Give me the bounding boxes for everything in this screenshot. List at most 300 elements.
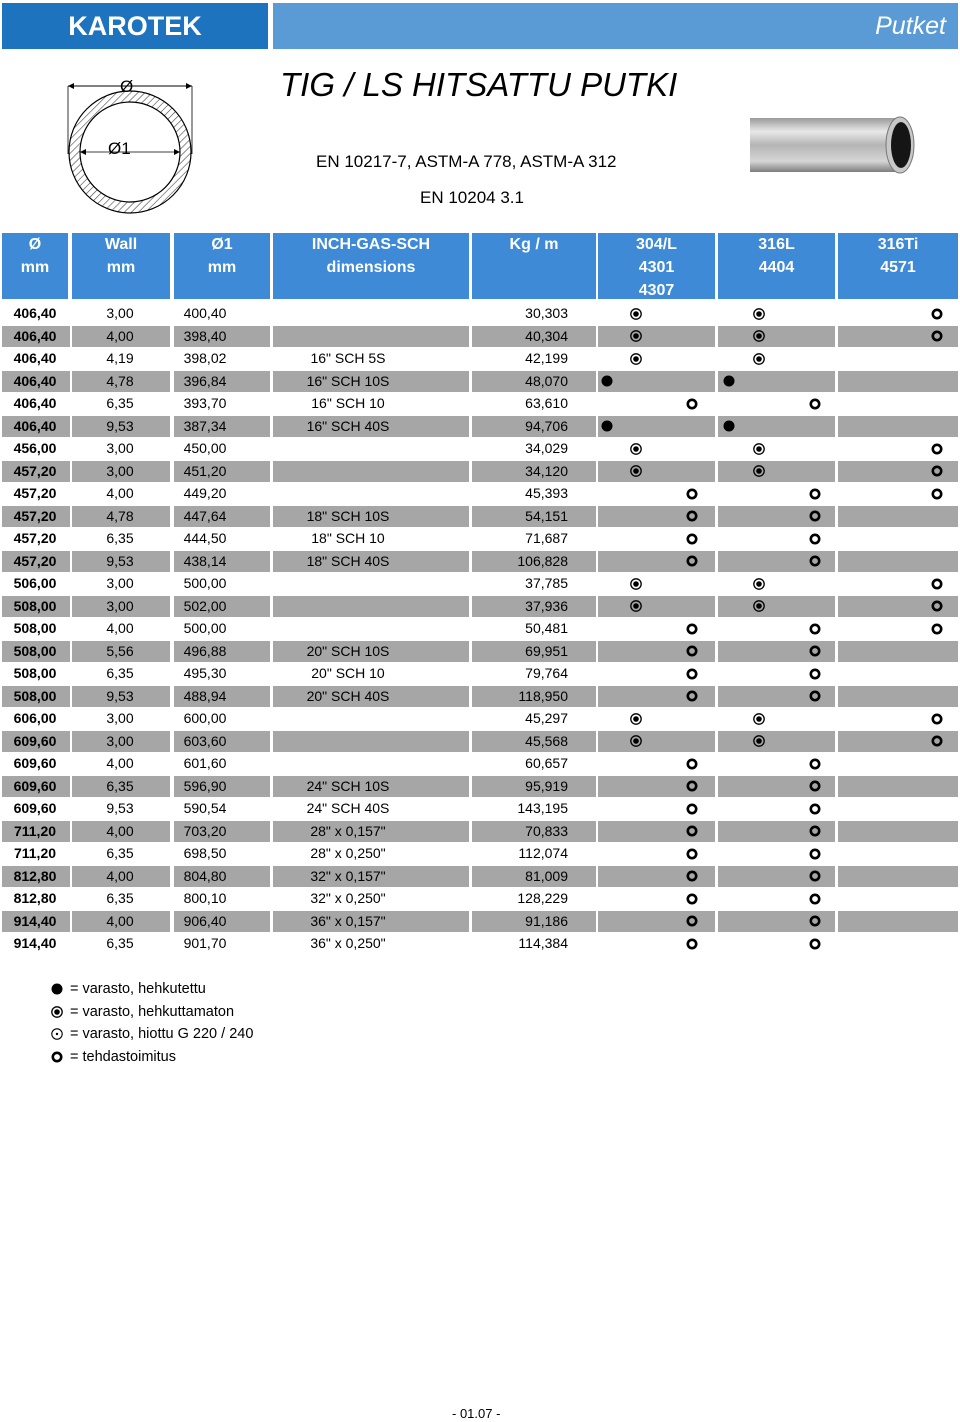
column-header-line: dimensions xyxy=(326,259,416,276)
stock-unpolished-icon xyxy=(626,326,646,347)
row-shade xyxy=(718,731,835,752)
weight-cell: 30,303 xyxy=(525,305,568,321)
column-header xyxy=(174,233,270,299)
stock-unpolished-icon xyxy=(749,596,769,617)
table-row xyxy=(0,686,960,707)
inner-diameter-cell: 500,00 xyxy=(183,575,227,591)
column-header-line: Wall xyxy=(104,236,138,253)
table-row xyxy=(0,866,960,887)
factory-icon xyxy=(805,551,825,572)
outer-diameter-cell: 711,20 xyxy=(13,845,57,861)
weight-cell: 45,393 xyxy=(525,485,568,501)
outer-diameter-cell: 812,80 xyxy=(13,867,57,884)
legend-text: = varasto, hiottu G 220 / 240 xyxy=(70,1026,254,1042)
schedule-cell: 20" SCH 40S xyxy=(306,687,390,704)
schedule-cell xyxy=(273,753,423,774)
factory-icon xyxy=(927,596,947,617)
table-row xyxy=(0,528,960,549)
factory-icon xyxy=(805,483,825,504)
inner-diameter-cell: 590,54 xyxy=(183,800,227,816)
schedule-cell: 20" SCH 10S xyxy=(306,642,390,659)
stock-polished-icon xyxy=(719,416,739,437)
wall-cell: 4,00 xyxy=(106,485,134,501)
table-row xyxy=(0,461,960,482)
wall-cell: 9,53 xyxy=(106,687,134,704)
outer-diameter-cell: 457,20 xyxy=(13,552,57,569)
schedule-cell: 16" SCH 40S xyxy=(306,417,390,434)
stock-unpolished-icon xyxy=(626,303,646,324)
outer-diameter-cell: 508,00 xyxy=(13,687,57,704)
row-shade xyxy=(838,776,958,797)
schedule-cell: 28" x 0,250" xyxy=(310,845,386,861)
column-header-line: mm xyxy=(20,259,50,276)
stock-unpolished-icon xyxy=(626,461,646,482)
outer-diameter-cell: 406,40 xyxy=(13,327,57,344)
stock-polished-icon xyxy=(597,371,617,392)
row-shade xyxy=(718,461,835,482)
factory-icon xyxy=(805,506,825,527)
factory-icon xyxy=(682,506,702,527)
outer-diameter-cell: 406,40 xyxy=(13,417,57,434)
wall-cell: 6,35 xyxy=(106,845,134,861)
schedule-cell: 18" SCH 10S xyxy=(306,507,390,524)
inner-diameter-cell: 398,40 xyxy=(183,327,227,344)
factory-icon xyxy=(805,821,825,842)
weight-cell: 42,199 xyxy=(525,350,568,366)
outer-diameter-cell: 914,40 xyxy=(13,935,57,951)
standards-line-1: EN 10217-7, ASTM-A 778, ASTM-A 312 xyxy=(316,152,617,171)
outer-diameter-cell: 406,40 xyxy=(13,395,57,411)
schedule-cell: 16" SCH 5S xyxy=(310,350,386,366)
weight-cell: 71,687 xyxy=(525,530,568,546)
wall-cell: 4,00 xyxy=(106,620,134,636)
outer-diameter-cell: 457,20 xyxy=(13,462,57,479)
row-shade xyxy=(838,911,958,932)
weight-cell: 50,481 xyxy=(525,620,568,636)
factory-icon xyxy=(682,483,702,504)
table-row xyxy=(0,326,960,347)
factory-icon xyxy=(927,438,947,459)
schedule-cell: 18" SCH 40S xyxy=(306,552,390,569)
schedule-cell: 32" x 0,157" xyxy=(310,867,386,884)
row-shade xyxy=(598,596,715,617)
outer-diameter-label: Ø xyxy=(120,77,134,96)
inner-diameter-cell: 596,90 xyxy=(183,777,227,794)
outer-diameter-cell: 914,40 xyxy=(13,912,57,929)
schedule-cell xyxy=(273,303,423,324)
factory-icon xyxy=(927,303,947,324)
table-row xyxy=(0,596,960,617)
inner-diameter-cell: 447,64 xyxy=(183,507,227,524)
brand-name: KAROTEK xyxy=(68,10,202,41)
factory-icon xyxy=(682,618,702,639)
inner-diameter-cell: 500,00 xyxy=(183,620,227,636)
weight-cell: 63,610 xyxy=(525,395,568,411)
inner-diameter-cell: 603,60 xyxy=(183,732,227,749)
table-row xyxy=(0,641,960,662)
inner-diameter-cell: 398,02 xyxy=(183,350,227,366)
schedule-cell: 28" x 0,157" xyxy=(310,822,386,839)
weight-cell: 34,120 xyxy=(525,462,568,479)
wall-cell: 6,35 xyxy=(106,890,134,906)
inner-diameter-cell: 800,10 xyxy=(183,890,227,906)
stock-polished-icon xyxy=(719,371,739,392)
factory-icon xyxy=(805,798,825,819)
schedule-cell xyxy=(273,618,423,639)
weight-cell: 37,785 xyxy=(525,575,568,591)
wall-cell: 9,53 xyxy=(106,800,134,816)
factory-icon xyxy=(682,776,702,797)
factory-icon xyxy=(682,551,702,572)
outer-diameter-cell: 406,40 xyxy=(13,350,57,366)
stock-unpolished-icon xyxy=(749,326,769,347)
factory-icon xyxy=(682,843,702,864)
column-header-line: Kg / m xyxy=(509,236,559,253)
legend-text: = varasto, hehkutettu xyxy=(70,981,206,997)
schedule-cell: 24" SCH 10S xyxy=(306,777,390,794)
factory-icon xyxy=(927,461,947,482)
factory-icon xyxy=(682,911,702,932)
factory-icon xyxy=(805,933,825,954)
weight-cell: 106,828 xyxy=(517,552,568,569)
row-shade xyxy=(598,461,715,482)
factory-icon xyxy=(805,393,825,414)
inner-diameter-cell: 438,14 xyxy=(183,552,227,569)
row-shade xyxy=(718,596,835,617)
column-header-line: mm xyxy=(207,259,237,276)
schedule-cell: 32" x 0,250" xyxy=(310,890,386,906)
inner-diameter-cell: 400,40 xyxy=(183,305,227,321)
weight-cell: 143,195 xyxy=(517,800,568,816)
wall-cell: 6,35 xyxy=(106,935,134,951)
table-row xyxy=(0,708,960,729)
column-header xyxy=(472,233,596,299)
factory-icon xyxy=(682,663,702,684)
factory-icon xyxy=(50,1050,64,1064)
schedule-cell xyxy=(273,438,423,459)
column-header-line: 4301 xyxy=(638,259,675,276)
factory-icon xyxy=(927,483,947,504)
wall-cell: 9,53 xyxy=(106,552,134,569)
outer-diameter-cell: 406,40 xyxy=(13,305,57,321)
weight-cell: 128,229 xyxy=(517,890,568,906)
wall-cell: 3,00 xyxy=(106,732,134,749)
inner-diameter-cell: 703,20 xyxy=(183,822,227,839)
pipe-photo xyxy=(748,112,918,178)
schedule-cell xyxy=(273,573,423,594)
schedule-cell: 20" SCH 10 xyxy=(311,665,385,681)
outer-diameter-cell: 711,20 xyxy=(13,822,57,839)
column-header xyxy=(2,233,68,299)
table-row xyxy=(0,731,960,752)
schedule-cell xyxy=(273,708,423,729)
schedule-cell xyxy=(273,326,423,347)
weight-cell: 69,951 xyxy=(525,642,568,659)
outer-diameter-cell: 609,60 xyxy=(13,800,57,816)
stock-polished-icon xyxy=(597,416,617,437)
schedule-cell: 16" SCH 10 xyxy=(311,395,385,411)
schedule-cell: 36" x 0,250" xyxy=(310,935,386,951)
weight-cell: 95,919 xyxy=(525,777,568,794)
stock-unpolished-icon xyxy=(626,573,646,594)
column-header-line: Ø1 xyxy=(211,236,233,253)
inner-diameter-cell: 488,94 xyxy=(183,687,227,704)
wall-cell: 3,00 xyxy=(106,710,134,726)
standards-line-2: EN 10204 3.1 xyxy=(420,188,524,207)
factory-icon xyxy=(805,911,825,932)
stock-unpolished-icon xyxy=(626,348,646,369)
row-shade xyxy=(598,326,715,347)
section-header xyxy=(273,3,958,49)
factory-icon xyxy=(682,753,702,774)
inner-diameter-cell: 450,00 xyxy=(183,440,227,456)
stock-unpolished-icon xyxy=(749,438,769,459)
legend-text: = tehdastoimitus xyxy=(70,1048,176,1065)
wall-cell: 4,78 xyxy=(106,507,134,524)
factory-icon xyxy=(805,866,825,887)
factory-icon xyxy=(682,393,702,414)
schedule-cell xyxy=(273,731,423,752)
section-name: Putket xyxy=(875,11,946,40)
row-shade xyxy=(838,641,958,662)
table-row xyxy=(0,393,960,414)
inner-diameter-cell: 393,70 xyxy=(183,395,227,411)
wall-cell: 5,56 xyxy=(106,642,134,659)
column-header-line: 4404 xyxy=(758,259,795,276)
stock-unpolished-icon xyxy=(749,461,769,482)
stock-ground-icon xyxy=(50,1027,64,1041)
factory-icon xyxy=(805,776,825,797)
stock-unpolished-icon xyxy=(749,303,769,324)
stock-unpolished-icon xyxy=(749,708,769,729)
factory-icon xyxy=(805,641,825,662)
outer-diameter-cell: 508,00 xyxy=(13,620,57,636)
weight-cell: 37,936 xyxy=(525,597,568,614)
factory-icon xyxy=(927,573,947,594)
wall-cell: 4,00 xyxy=(106,822,134,839)
table-row xyxy=(0,933,960,954)
factory-icon xyxy=(805,663,825,684)
factory-icon xyxy=(682,933,702,954)
weight-cell: 45,568 xyxy=(525,732,568,749)
inner-diameter-cell: 396,84 xyxy=(183,372,227,389)
inner-diameter-cell: 444,50 xyxy=(183,530,227,546)
stock-unpolished-icon xyxy=(626,438,646,459)
weight-cell: 54,151 xyxy=(525,507,568,524)
table-row xyxy=(0,911,960,932)
weight-cell: 91,186 xyxy=(525,912,568,929)
outer-diameter-cell: 609,60 xyxy=(13,732,57,749)
column-header-line: 316Ti xyxy=(877,236,919,253)
stock-unpolished-icon xyxy=(626,731,646,752)
table-row xyxy=(0,506,960,527)
wall-cell: 3,00 xyxy=(106,597,134,614)
factory-icon xyxy=(682,528,702,549)
column-header xyxy=(273,233,469,299)
wall-cell: 6,35 xyxy=(106,777,134,794)
weight-cell: 118,950 xyxy=(518,687,568,704)
outer-diameter-cell: 456,00 xyxy=(13,440,57,456)
column-header-line: Ø xyxy=(28,236,42,253)
row-shade xyxy=(838,686,958,707)
weight-cell: 40,304 xyxy=(525,327,568,344)
weight-cell: 48,070 xyxy=(525,372,568,389)
wall-cell: 4,00 xyxy=(106,327,134,344)
stock-unpolished-icon xyxy=(626,596,646,617)
table-row xyxy=(0,573,960,594)
wall-cell: 3,00 xyxy=(106,575,134,591)
schedule-cell: 16" SCH 10S xyxy=(306,372,390,389)
schedule-cell: 18" SCH 10 xyxy=(311,530,385,546)
outer-diameter-cell: 457,20 xyxy=(13,507,57,524)
schedule-cell: 24" SCH 40S xyxy=(306,800,390,816)
weight-cell: 34,029 xyxy=(525,440,568,456)
factory-icon xyxy=(682,686,702,707)
inner-diameter-cell: 906,40 xyxy=(183,912,227,929)
wall-cell: 4,00 xyxy=(106,755,134,771)
row-shade xyxy=(838,821,958,842)
row-shade xyxy=(598,731,715,752)
stock-polished-icon xyxy=(50,982,64,996)
inner-diameter-cell: 600,00 xyxy=(183,710,227,726)
inner-diameter-cell: 495,30 xyxy=(183,665,227,681)
row-shade xyxy=(718,326,835,347)
stock-unpolished-icon xyxy=(749,348,769,369)
factory-icon xyxy=(927,708,947,729)
schedule-cell xyxy=(273,596,423,617)
factory-icon xyxy=(805,618,825,639)
column-header-line: 304/L xyxy=(636,236,677,253)
factory-icon xyxy=(682,821,702,842)
table-row xyxy=(0,348,960,369)
factory-icon xyxy=(927,618,947,639)
weight-cell: 81,009 xyxy=(525,867,568,884)
inner-diameter-label: Ø1 xyxy=(108,139,131,158)
row-shade xyxy=(838,416,958,437)
outer-diameter-cell: 508,00 xyxy=(13,642,57,659)
stock-unpolished-icon xyxy=(749,573,769,594)
column-header xyxy=(838,233,958,299)
factory-icon xyxy=(682,866,702,887)
factory-icon xyxy=(927,731,947,752)
table-row xyxy=(0,821,960,842)
wall-cell: 3,00 xyxy=(106,305,134,321)
schedule-cell xyxy=(273,461,423,482)
outer-diameter-cell: 812,80 xyxy=(13,890,57,906)
table-row xyxy=(0,776,960,797)
outer-diameter-cell: 506,00 xyxy=(13,575,57,591)
table-row xyxy=(0,371,960,392)
table-row xyxy=(0,753,960,774)
factory-icon xyxy=(805,528,825,549)
factory-icon xyxy=(805,686,825,707)
column-header-line: INCH-GAS-SCH xyxy=(311,236,431,253)
outer-diameter-cell: 457,20 xyxy=(13,530,57,546)
inner-diameter-cell: 449,20 xyxy=(183,485,227,501)
stock-unpolished-icon xyxy=(50,1005,64,1019)
factory-icon xyxy=(805,753,825,774)
inner-diameter-cell: 804,80 xyxy=(183,867,227,884)
outer-diameter-cell: 508,00 xyxy=(13,597,57,614)
column-header-line: 316L xyxy=(758,236,795,253)
table-row xyxy=(0,303,960,324)
table-row xyxy=(0,551,960,572)
outer-diameter-cell: 606,00 xyxy=(13,710,57,726)
inner-diameter-cell: 698,50 xyxy=(183,845,227,861)
wall-cell: 3,00 xyxy=(106,440,134,456)
inner-diameter-cell: 502,00 xyxy=(183,597,227,614)
factory-icon xyxy=(682,641,702,662)
outer-diameter-cell: 609,60 xyxy=(13,777,57,794)
factory-icon xyxy=(805,843,825,864)
factory-icon xyxy=(682,798,702,819)
column-header xyxy=(598,233,715,299)
table-row xyxy=(0,888,960,909)
wall-cell: 4,00 xyxy=(106,912,134,929)
table-row xyxy=(0,483,960,504)
brand-header xyxy=(2,3,268,49)
stock-unpolished-icon xyxy=(749,731,769,752)
wall-cell: 4,78 xyxy=(106,372,134,389)
weight-cell: 94,706 xyxy=(525,417,568,434)
wall-cell: 6,35 xyxy=(106,530,134,546)
column-header xyxy=(718,233,835,299)
factory-icon xyxy=(682,888,702,909)
weight-cell: 112,074 xyxy=(518,845,568,861)
schedule-cell xyxy=(273,483,423,504)
table-row xyxy=(0,663,960,684)
factory-icon xyxy=(805,888,825,909)
outer-diameter-cell: 609,60 xyxy=(13,755,57,771)
column-header-line: mm xyxy=(106,259,136,276)
inner-diameter-cell: 387,34 xyxy=(183,417,227,434)
outer-diameter-cell: 457,20 xyxy=(13,485,57,501)
inner-diameter-cell: 901,70 xyxy=(183,935,227,951)
row-shade xyxy=(838,866,958,887)
page-title: TIG / LS HITSATTU PUTKI xyxy=(280,66,678,103)
column-header-line: 4571 xyxy=(880,259,916,276)
stock-unpolished-icon xyxy=(626,708,646,729)
row-shade xyxy=(838,371,958,392)
wall-cell: 4,19 xyxy=(106,350,134,366)
outer-diameter-cell: 508,00 xyxy=(13,665,57,681)
schedule-cell: 36" x 0,157" xyxy=(310,912,386,929)
column-header xyxy=(72,233,170,299)
weight-cell: 60,657 xyxy=(525,755,568,771)
wall-cell: 9,53 xyxy=(106,417,134,434)
inner-diameter-cell: 601,60 xyxy=(183,755,227,771)
row-shade xyxy=(838,551,958,572)
weight-cell: 114,384 xyxy=(518,935,568,951)
wall-cell: 6,35 xyxy=(106,395,134,411)
table-row xyxy=(0,618,960,639)
row-shade xyxy=(838,506,958,527)
wall-cell: 4,00 xyxy=(106,867,134,884)
weight-cell: 45,297 xyxy=(525,710,568,726)
pipe-cross-section-diagram xyxy=(60,64,200,214)
wall-cell: 6,35 xyxy=(106,665,134,681)
inner-diameter-cell: 496,88 xyxy=(183,642,227,659)
page-number: - 01.07 - xyxy=(452,1406,501,1421)
factory-icon xyxy=(927,326,947,347)
inner-diameter-cell: 451,20 xyxy=(183,462,227,479)
table-row xyxy=(0,416,960,437)
weight-cell: 79,764 xyxy=(525,665,568,681)
outer-diameter-cell: 406,40 xyxy=(13,372,57,389)
table-row xyxy=(0,798,960,819)
table-row xyxy=(0,438,960,459)
column-header-line: 4307 xyxy=(638,282,675,299)
